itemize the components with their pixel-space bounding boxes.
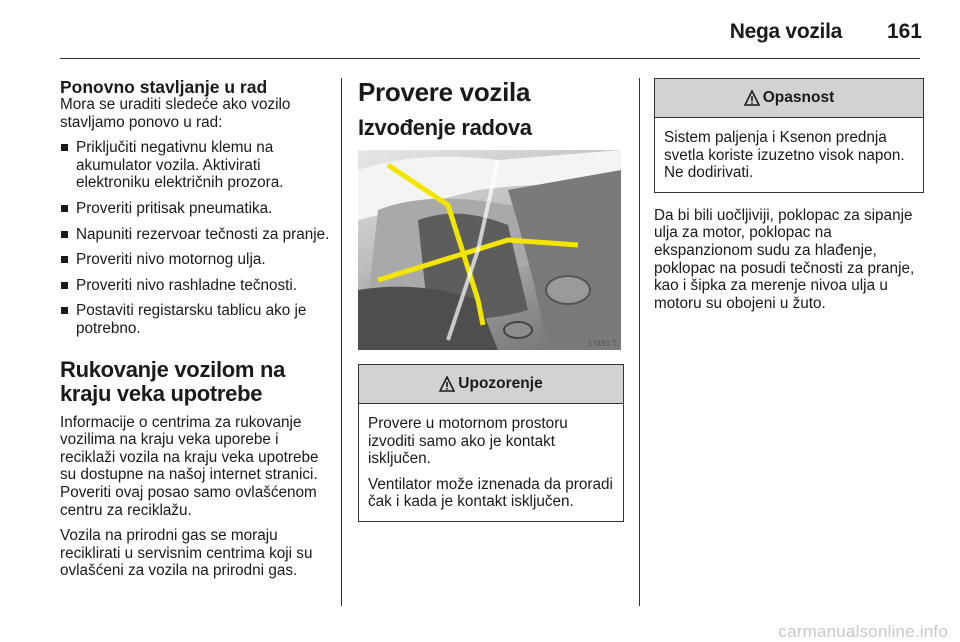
warning-triangle-icon bbox=[744, 90, 760, 106]
column-divider bbox=[341, 78, 342, 606]
list-item: Proveriti nivo rashladne tečnosti. bbox=[60, 277, 330, 295]
subtitle-work: Izvođenje radova bbox=[358, 115, 532, 140]
danger-header bbox=[655, 79, 923, 118]
engine-bay-photo bbox=[358, 150, 621, 350]
danger-title: Opasnost bbox=[762, 89, 835, 106]
warning-title: Upozorenje bbox=[458, 375, 543, 392]
danger-body bbox=[655, 118, 923, 192]
watermark: carmanualsonline.info bbox=[778, 622, 948, 641]
list-item: Proveriti nivo motornog ulja. bbox=[60, 251, 330, 269]
recommission-list bbox=[60, 139, 330, 337]
recommission-intro: Mora se uraditi sledeće ako vozilo stavljamo ponovo u rad: bbox=[60, 96, 291, 131]
list-item: Napuniti rezervoar tečnosti za pranje. bbox=[60, 226, 330, 244]
warning-text: Ventilator može iznenada da proradi čak i kada je kontakt isključen. bbox=[368, 475, 613, 511]
warning-header bbox=[359, 365, 623, 404]
list-item: Proveriti pritisak pneumatika. bbox=[60, 200, 330, 218]
header-rule bbox=[60, 58, 920, 59]
yellow-parts-paragraph: Da bi bili uočljiviji, poklopac za sipanje ulja za motor, poklopac na ekspanzionom sudu za hlađenje, poklopac na posudi tečnosti za pranje, kao i šipka za merenje nivoa ulja u motoru su obojeni u žuto. bbox=[654, 206, 915, 312]
list-item: Postaviti registarsku tablicu ako je potrebno. bbox=[60, 302, 330, 337]
warning-triangle-icon bbox=[439, 376, 455, 392]
page-number: 161 bbox=[886, 20, 922, 43]
list-item: Priključiti negativnu klemu na akumulator vozila. Aktivirati elektroniku električnih prozora. bbox=[60, 139, 330, 192]
heading-end-of-life: Rukovanje vozilom na kraju veka upotrebe bbox=[60, 356, 286, 406]
page-title: Provere vozila bbox=[358, 77, 531, 107]
column-left bbox=[60, 78, 330, 580]
end-of-life-paragraph: Informacije o centrima za rukovanje vozilima na kraju veka uporebe i reciklaži vozila na kraju veka upotrebe su dostupne na našoj internet stranici. Poveriti ovaj posao samo ovlašćenom centru za reciklažu. bbox=[60, 413, 319, 519]
warning-text: Provere u motornom prostoru izvoditi samo ako je kontakt isključen. bbox=[368, 415, 568, 468]
engine-illustration bbox=[358, 150, 621, 350]
page-header bbox=[0, 0, 960, 60]
warning-body bbox=[359, 404, 623, 521]
heading-recommission: Ponovno stavljanje u rad bbox=[60, 77, 268, 97]
image-id: 17491 T bbox=[587, 339, 617, 348]
section-title: Nega vozila bbox=[729, 20, 842, 43]
natural-gas-paragraph: Vozila na prirodni gas se moraju reciklirati u servisnim centrima koji su ovlašćeni za vozila na prirodni gas. bbox=[60, 527, 313, 580]
column-middle bbox=[358, 78, 624, 522]
danger-box bbox=[654, 78, 924, 193]
column-divider bbox=[639, 78, 640, 606]
column-right bbox=[654, 78, 924, 312]
danger-text: Sistem paljenja i Ksenon prednja svetla koriste izuzetno visok napon. Ne dodirivati. bbox=[664, 129, 905, 182]
warning-box bbox=[358, 364, 624, 522]
